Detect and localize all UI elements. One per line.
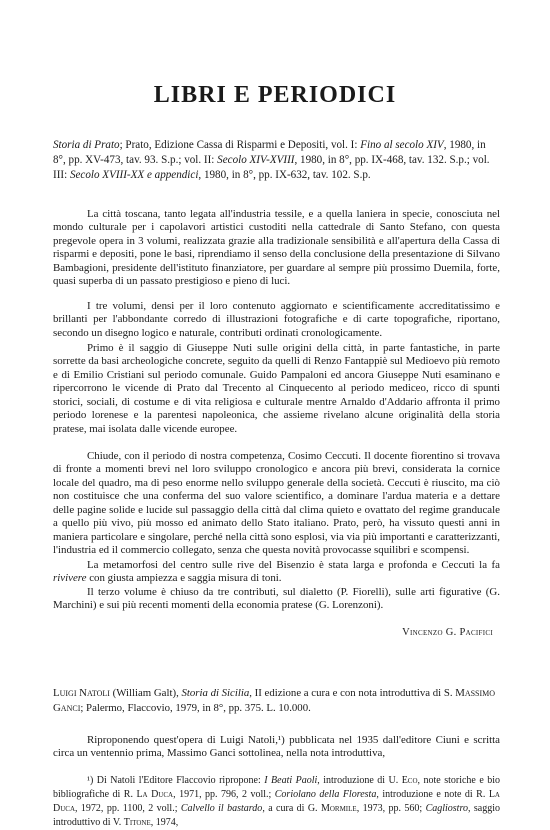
paragraph-5-end: con giusta ampiezza e saggia misura di toni. [86, 572, 282, 585]
volume-2-title: Secolo XIV-XVIII [217, 153, 295, 166]
person-name: La Duca [136, 789, 174, 800]
person-name: Titone [123, 817, 151, 828]
review2-paragraph-1: Riproponendo quest'opera di Luigi Natoli,¹) pubblicata nel 1935 dall'editore Ciuni e scritta circa un ventennio prima, Massimo Ganci sottolinea, nella nota introduttiva, [53, 734, 500, 760]
publisher-info: ; Palermo, Flaccovio, 1979, in 8°, pp. 375. L. 10.000. [80, 701, 311, 714]
volume-3-title: Secolo XVIII-XX e appendici [69, 168, 199, 181]
review1-signature: Vincenzo G. Pacifici [402, 627, 493, 638]
paragraph-5-italic: rivivere [53, 572, 87, 585]
footnote-marker: ¹) [87, 775, 94, 786]
review1-citation [53, 138, 500, 182]
book-title: Calvello il bastardo [180, 803, 263, 814]
footnote-text: , 1974, [150, 817, 179, 828]
review1-paragraph-6: Il terzo volume è chiuso da tre contributi, sul dialetto (P. Fiorelli), sulle arti figurative (G. Marchini) e sui più recenti momenti della economia pratese (G. Lorenzoni). [53, 586, 500, 612]
paragraph-5-start: La metamorfosi del centro sulle rive del Bisenzio è stata larga e profonda e Ceccuti la fa [87, 559, 500, 571]
volume-1-details: , 1980, in 8°, pp. XV-473, tav. 93. S.p.; vol. II: [53, 139, 486, 166]
footnote-text: Di Natoli l'Editore Flaccovio ripropone: [93, 775, 265, 786]
footnote-text: , saggio introduttivo di V. [53, 803, 500, 828]
footnote-text: , 1971, pp. 796, 2 voll.; [173, 789, 275, 800]
volume-1-title: Fino al secolo XIV [360, 139, 444, 151]
volume-3-details: , 1980, in 8°, pp. IX-632, tav. 102. S.p. [198, 168, 371, 181]
review1-paragraph-3: Primo è il saggio di Giuseppe Nuti sulle origini della città, in parte fantastiche, in parte sorrette da basi archeologiche concrete, seguito da quelli di Renzo Fantappiè sul Medioevo più remoto e di Emilio Cristiani sul periodo comunale. Guido Pampaloni ed ancora Giuseppe Nuti esaminano e ripercorrono le vicende di Prato dal Trecento al Cinquecento al periodo mediceo, ricco di spunti storici, sociali, di costume e di vita religiosa e culturale mentre Arnaldo d'Addario affronta il primo periodo lorenese e la parentesi napoleonica, che assieme rivelano alcune originalità della storia pratese, mai isolata dalle vicende europee. [53, 342, 500, 435]
footnote-text: , note storiche e bio bibliografiche di R. [53, 775, 501, 800]
footnote-text: , introduzione e note di R. [376, 789, 489, 800]
work-title: Storia di Prato [53, 139, 120, 151]
volume-2-details: , 1980, in 8°, pp. IX-468, tav. 132. S.p.; vol. III: [53, 153, 490, 181]
footnote-text: , introduzione di U. [317, 775, 402, 786]
edition-details: , II edizione a cura e con nota introduttiva di [249, 687, 444, 699]
page-title: LIBRI E PERIODICI [153, 82, 397, 108]
person-name: La Duca [53, 789, 500, 814]
footnote-text: , a cura di G. [262, 803, 321, 814]
author-name: Luigi Natoli [53, 687, 110, 699]
footnote-text: , 1973, pp. 560; [356, 803, 426, 814]
review1-paragraph-1: La città toscana, tanto legata all'industria tessile, e a quella laniera in specie, conosciuta nel mondo culturale per i capolavori artistici custoditi nella cattedrale di Santo Stefano, con questa pregevole opera in 3 volumi, realizzata grazie alla tradizionale sensibilità e all'apertura della Cassa di risparmi e depositi, pone le basi, riprendiamo il senso della conclusione della presentazione di Silvano Bambagioni, presidente dell'istituto finanziatore, per guardare al sempre più prossimo Duemila, forte, quasi superba di un passato prestigioso e pieno di luci. [53, 208, 500, 288]
publisher-info: ; Prato, Edizione Cassa di Risparmi e Depositi, vol. I: [119, 139, 361, 151]
footnote-text: , 1972, pp. 1100, 2 voll.; [75, 803, 181, 814]
person-name: Eco [401, 775, 418, 786]
book-title: Coriolano della Floresta [274, 789, 377, 800]
work-title: Storia di Sicilia [181, 687, 250, 699]
person-name: Mormile [320, 803, 357, 814]
author-pseudonym: (William Galt), [109, 687, 182, 699]
editor-name: S. Massimo Ganci [53, 687, 496, 714]
review1-paragraph-2: I tre volumi, densi per il loro contenuto aggiornato e scientificamente accreditatissimo e brillanti per l'abbondante corredo di illustrazioni fotografiche e di carte topografiche, riportano, secondo un disegno logico e naturale, contributi ordinati cronologicamente. [53, 300, 500, 339]
footnote [53, 774, 500, 830]
review2-citation [53, 686, 500, 716]
review1-paragraph-5 [53, 559, 500, 586]
review1-paragraph-4: Chiude, con il periodo di nostra competenza, Cosimo Ceccuti. Il docente fiorentino si trovava di fronte a momenti brevi nel loro sviluppo cronologico e ancora più brevi, considerata la cornice locale del quadro, ma di peso enorme nello sviluppo generale della società. Ceccuti è riuscito, ma ciò non costituisce che una conferma del suo valore scientifico, a dominare l'ardua materia e a dettare delle pagine solide e lucide sul passaggio della città dal clima quieto e ovattato del regime granducale a quello più vivo, più mosso ed animato dello Stato italiano. Prato, però, ha vissuto questi anni in maniera particolare e singolare, perché nella città sono esplosi, via via più importanti e caratterizzanti, l'industria ed il commercio collegato, senza che questa novità provocasse squilibri e scompensi. [53, 450, 500, 557]
book-title: Cagliostro [425, 803, 468, 814]
book-title: I Beati Paoli [264, 775, 318, 786]
